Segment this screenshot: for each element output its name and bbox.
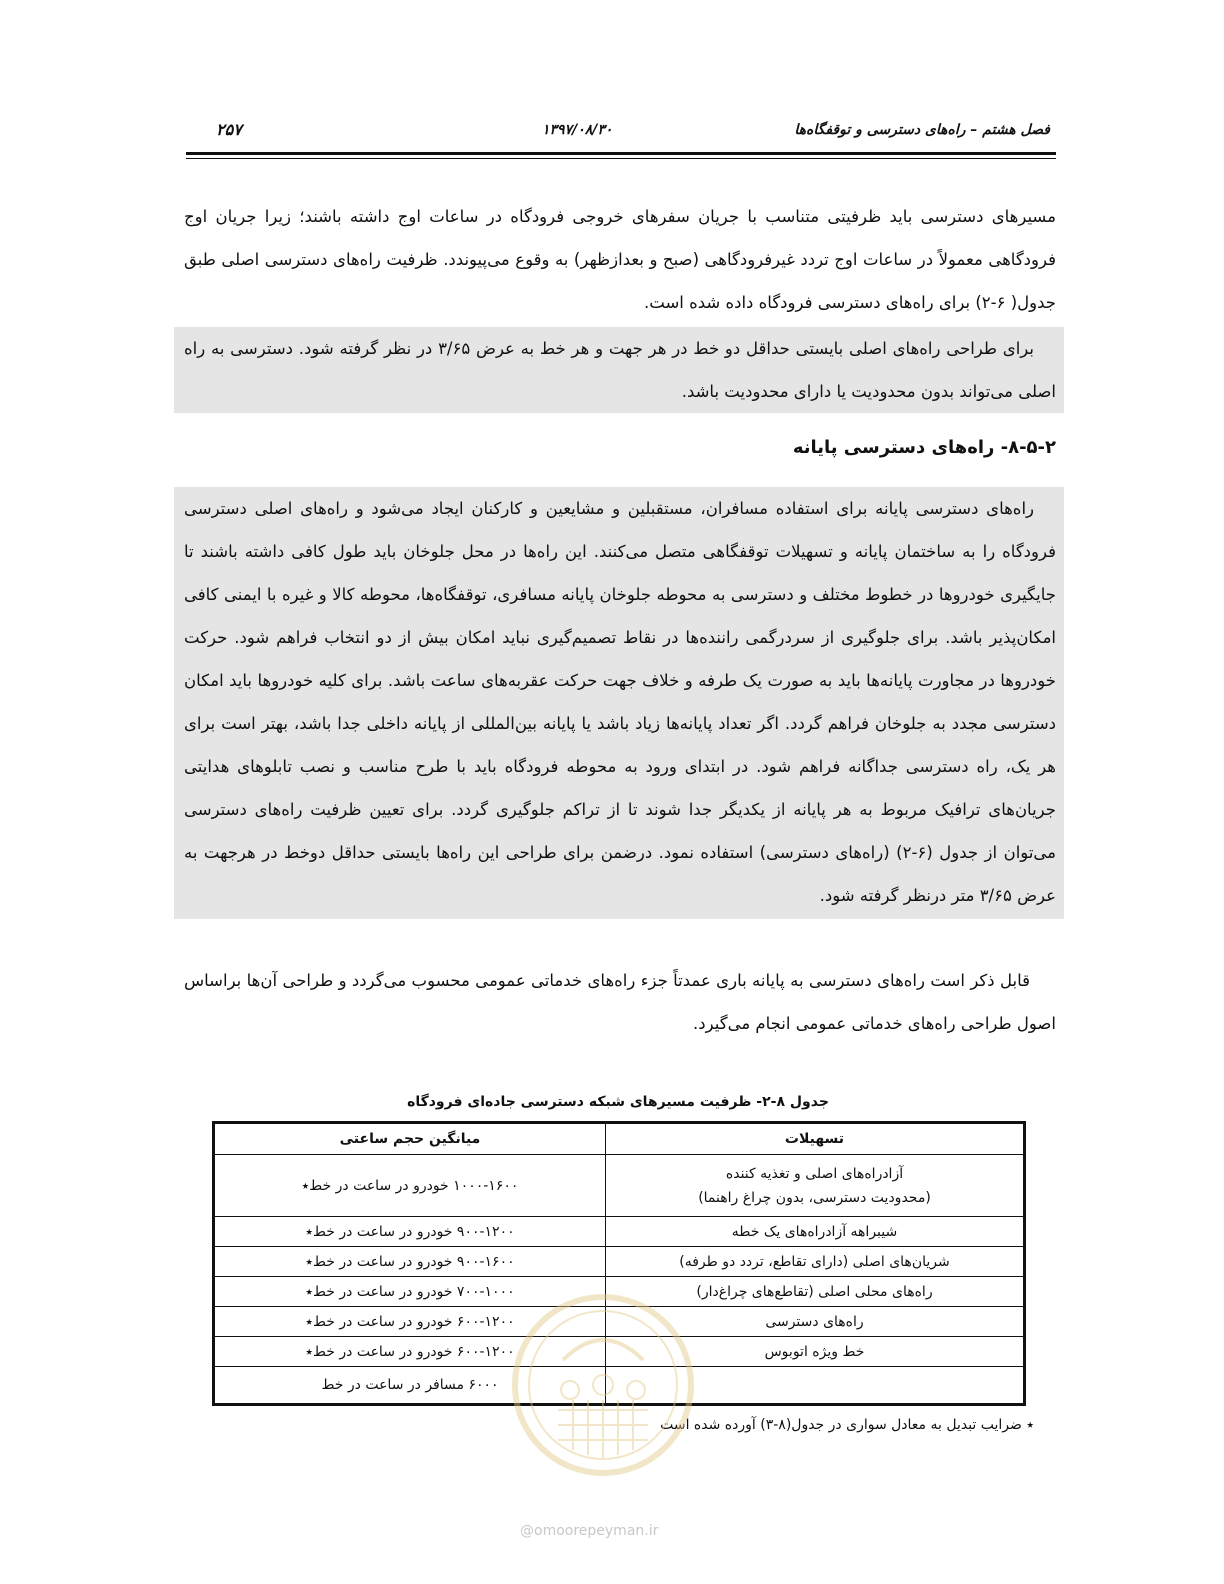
page-header [186, 118, 1056, 146]
section-heading: ۸-۵-۲- راه‌های دسترسی پایانه [792, 437, 1056, 458]
table-row [214, 1217, 1025, 1247]
table-footnote: ٭ ضرایب تبدیل به معادل سواری در جدول(۸-۳) آورده شده است [660, 1417, 1034, 1433]
header-rule-thick [186, 152, 1056, 155]
table-caption: جدول ۸-۲- ظرفیت مسیرهای شبکه دسترسی جاده‌ای فرودگاه [407, 1094, 829, 1110]
facility-cell [606, 1155, 1025, 1217]
table-row [214, 1155, 1025, 1217]
facility-cell: شیبراهه آزادراه‌های یک خطه [606, 1217, 1025, 1247]
website-watermark: @omoorepeyman.ir [520, 1523, 659, 1539]
volume-cell: ۹۰۰-۱۶۰۰ خودرو در ساعت در خط٭ [214, 1247, 606, 1277]
facility-cell: شریان‌های اصلی (دارای تقاطع، تردد دو طرفه) [606, 1247, 1025, 1277]
table-header-row [214, 1123, 1025, 1155]
volume-cell: ۶۰۰-۱۲۰۰ خودرو در ساعت در خط٭ [214, 1337, 606, 1367]
paragraph-terminal-access: راه‌های دسترسی پایانه برای استفاده مسافران، مستقبلین و مشایعین و کارکنان ایجاد می‌شود و راه‌های اصلی دسترسی فرودگاه را به ساختمان پایانه و تسهیلات توقفگاهی متصل می‌کنند. این راه‌ها در محل جلوخان باید طول کافی داشته باشند تا جایگیری خودروها در خطوط مختلف و دسترسی به محوطه جلوخان پایانه مسافری، توقفگاه‌ها، محوطه کالا و غیره با ایمنی کافی امکان‌پذیر باشد. برای جلوگیری از سردرگمی راننده‌ها در نقاط تصمیم‌گیری نباید امکان بیش از دو انتخاب فراهم شود. حرکت خودروها در مجاورت پایانه‌ها باید به صورت یک طرفه و خلاف جهت حرکت عقربه‌های ساعت باشد. برای کلیه خودروها باید امکان دسترسی مجدد به جلوخان فراهم گردد. اگر تعداد پایانه‌ها زیاد باشد یا پایانه بین‌المللی از پایانه داخلی جدا باشد، بهتر است برای هر یک، راه دسترسی جداگانه فراهم شود. در ابتدای ورود به محوطه فرودگاه باید با طرح مناسب و نصب تابلوهای هدایتی جریان‌های ترافیک مربوط به هر پایانه از یکدیگر جدا شوند تا از تراکم جلوگیری گردد. برای تعیین ظرفیت راه‌های دسترسی می‌توان از جدول (۶-۲) (راه‌های دسترسی) استفاده نمود. درضمن برای طراحی این راه‌ها بایستی حداقل دوخط در هرجهت به عرض ۳/۶۵ متر درنظر گرفته شود. [184, 499, 1057, 905]
paragraph-peak-capacity: مسیرهای دسترسی باید ظرفیتی متناسب با جریان سفرهای خروجی فرودگاه در ساعات اوج داشته باشند؛ زیرا جریان اوج فرودگاهی معمولاً در ساعات اوج تردد غیرفرودگاهی (صبح و بعدازظهر) به وقوع می‌پیوندد. ظرفیت راه‌های دسترسی اصلی طبق جدول( ۶-۲) برای راه‌های دسترسی فرودگاه داده شده است. [184, 207, 1056, 312]
volume-cell: ۱۰۰۰-۱۶۰۰ خودرو در ساعت در خط٭ [214, 1155, 606, 1217]
facility-cell: راه‌های محلی اصلی (تقاطع‌های چراغ‌دار) [606, 1277, 1025, 1307]
column-header-facility: تسهیلات [606, 1123, 1025, 1155]
column-header-volume: میانگین حجم ساعتی [214, 1123, 606, 1155]
watermark-logo [508, 1290, 698, 1480]
page-number: ۲۵۷ [216, 120, 242, 139]
volume-cell: ۷۰۰-۱۰۰۰ خودرو در ساعت در خط٭ [214, 1277, 606, 1307]
facility-cell: خط ویژه اتوبوس [606, 1337, 1025, 1367]
paragraph-main-roads-lanes: برای طراحی راه‌های اصلی بایستی حداقل دو خط در هر جهت و هر خط به عرض ۳/۶۵ در نظر گرفته شود. دسترسی به راه اصلی می‌تواند بدون محدودیت یا دارای محدودیت باشد. [184, 339, 1056, 401]
facility-note: (محدودیت دسترسی، بدون چراغ راهنما) [698, 1189, 931, 1206]
volume-cell: ۶۰۰-۱۲۰۰ خودرو در ساعت در خط٭ [214, 1307, 606, 1337]
chapter-title: فصل هشتم – راه‌های دسترسی و توقفگاه‌ها [794, 122, 1050, 138]
facility-name: آزادراه‌های اصلی و تغذیه کننده [725, 1165, 904, 1182]
header-date: ۱۳۹۷/۰۸/۳۰ [542, 122, 613, 138]
facility-cell: راه‌های دسترسی [606, 1307, 1025, 1337]
volume-cell: ۹۰۰-۱۲۰۰ خودرو در ساعت در خط٭ [214, 1217, 606, 1247]
table-row [214, 1247, 1025, 1277]
header-rule-thin [186, 158, 1056, 159]
volume-cell: ۶۰۰۰ مسافر در ساعت در خط [214, 1367, 606, 1405]
paragraph-cargo-terminal: قابل ذکر است راه‌های دسترسی به پایانه باری عمدتاً جزء راه‌های خدماتی عمومی محسوب می‌گردد و طراحی آن‌ها براساس اصول طراحی راه‌های خدماتی عمومی انجام می‌گیرد. [184, 971, 1056, 1033]
